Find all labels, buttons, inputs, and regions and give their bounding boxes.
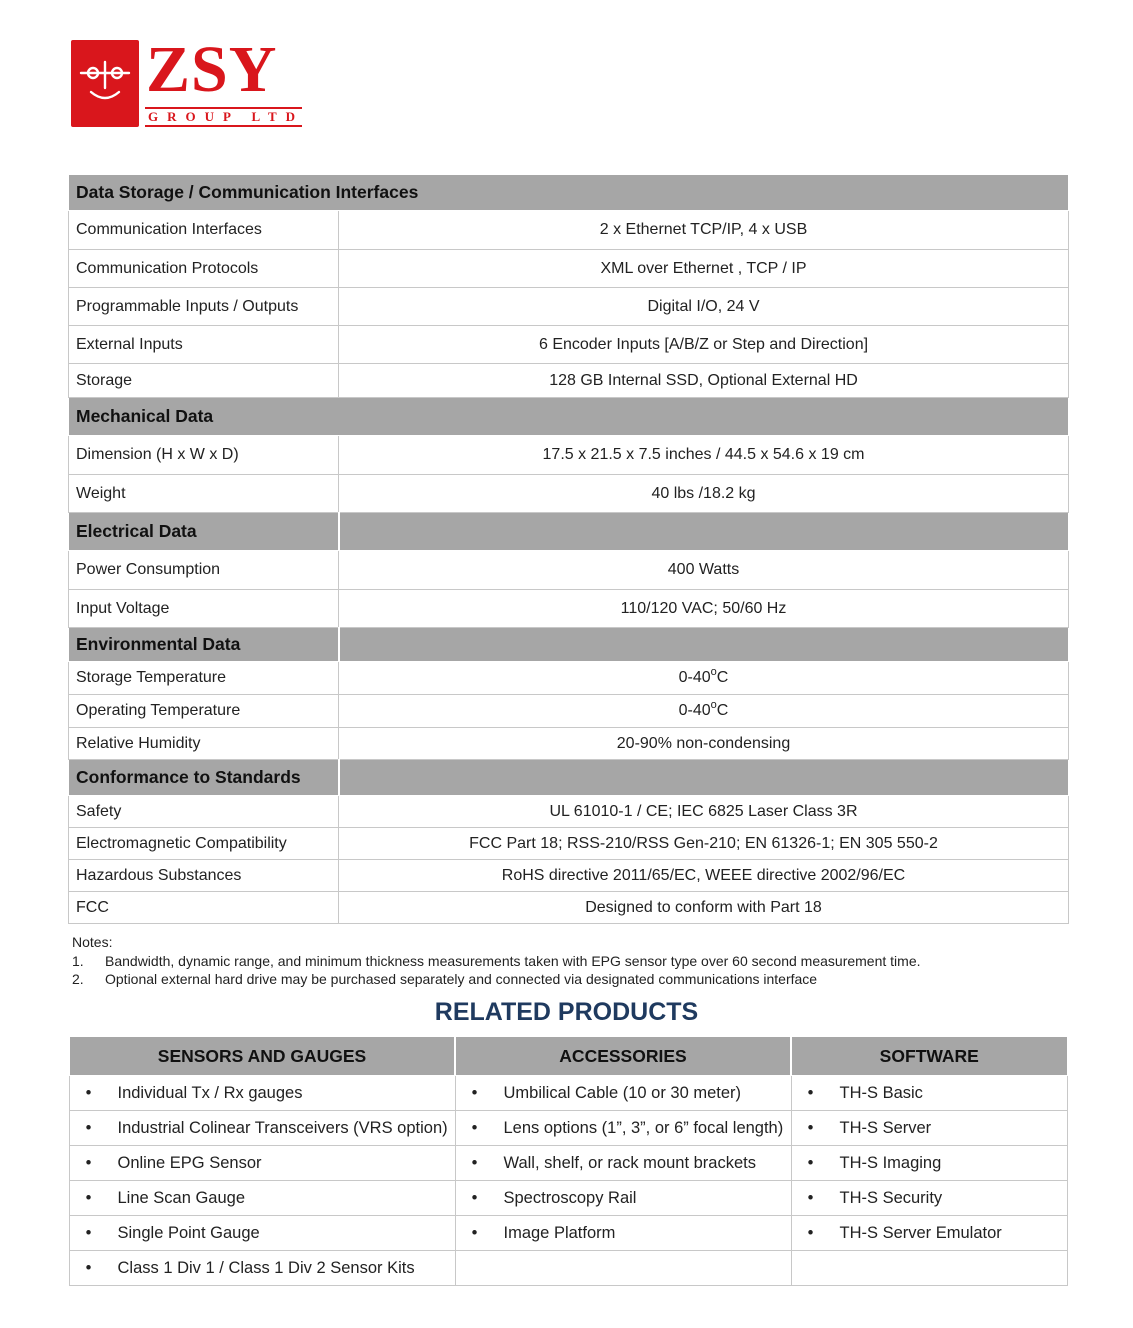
table-row	[69, 436, 1069, 475]
note-item	[72, 952, 921, 971]
spec-value: XML over Ethernet , TCP / IP	[339, 250, 1069, 288]
spec-value: 20-90% non-condensing	[339, 728, 1069, 760]
spec-label: Operating Temperature	[69, 695, 339, 728]
note-number: 2.	[72, 971, 84, 987]
logo-wordmark: ZSY	[146, 33, 278, 106]
spec-value: 6 Encoder Inputs [A/B/Z or Step and Direction]	[339, 326, 1069, 364]
spec-value: 40 lbs /18.2 kg	[339, 475, 1069, 513]
table-row	[69, 1181, 1067, 1216]
empty-cell	[455, 1251, 791, 1286]
spec-value: 0-40$^o$C	[339, 662, 1069, 695]
table-row	[69, 551, 1069, 590]
product-item: • TH-S Server	[791, 1111, 1067, 1146]
section-header-row	[69, 628, 1069, 662]
product-item: • TH-S Imaging	[791, 1146, 1067, 1181]
table-row	[69, 828, 1069, 860]
section-header-blank	[339, 513, 1069, 551]
spec-value: RoHS directive 2011/65/EC, WEEE directive 2002/96/EC	[339, 860, 1069, 892]
table-row	[69, 662, 1069, 695]
note-item	[72, 970, 921, 989]
table-row	[69, 728, 1069, 760]
section-title: Conformance to Standards	[69, 760, 339, 796]
spec-value: Designed to conform with Part 18	[339, 892, 1069, 924]
product-item: • Wall, shelf, or rack mount brackets	[455, 1146, 791, 1181]
column-header-accessories: ACCESSORIES	[455, 1037, 791, 1076]
table-row	[69, 288, 1069, 326]
spec-label: Power Consumption	[69, 551, 339, 590]
section-title: Electrical Data	[69, 513, 339, 551]
logo-emblem	[71, 40, 139, 127]
spec-label: Programmable Inputs / Outputs	[69, 288, 339, 326]
section-title: Environmental Data	[69, 628, 339, 662]
section-header-row	[69, 760, 1069, 796]
section-header-blank	[339, 628, 1069, 662]
product-item: • Image Platform	[455, 1216, 791, 1251]
product-item: • Umbilical Cable (10 or 30 meter)	[455, 1076, 791, 1111]
table-row	[69, 590, 1069, 628]
spec-label: FCC	[69, 892, 339, 924]
spec-label: Communication Protocols	[69, 250, 339, 288]
section-header-row	[69, 175, 1069, 211]
product-item: • Industrial Colinear Transceivers (VRS option)	[69, 1111, 455, 1146]
related-products-table	[68, 1036, 1068, 1286]
column-header-software: SOFTWARE	[791, 1037, 1067, 1076]
spec-value: 2 x Ethernet TCP/IP, 4 x USB	[339, 211, 1069, 250]
section-header-row	[69, 398, 1069, 436]
section-header-blank	[339, 760, 1069, 796]
related-header-row	[69, 1037, 1067, 1076]
spec-value: 400 Watts	[339, 551, 1069, 590]
spec-label: Dimension (H x W x D)	[69, 436, 339, 475]
note-text: Bandwidth, dynamic range, and minimum thickness measurements taken with EPG sensor type over 60 second measurement time.	[105, 952, 921, 969]
table-row	[69, 1111, 1067, 1146]
table-row	[69, 364, 1069, 398]
table-row	[69, 1076, 1067, 1111]
spec-value: 0-40$^o$C	[339, 695, 1069, 728]
spec-label: External Inputs	[69, 326, 339, 364]
spec-label: Communication Interfaces	[69, 211, 339, 250]
table-row	[69, 892, 1069, 924]
section-title: Data Storage / Communication Interfaces	[69, 175, 1069, 211]
product-item: • Lens options (1”, 3”, or 6” focal length)	[455, 1111, 791, 1146]
spec-value: UL 61010-1 / CE; IEC 6825 Laser Class 3R	[339, 796, 1069, 828]
note-text: Optional external hard drive may be purchased separately and connected via designated communications interface	[105, 971, 818, 987]
table-row	[69, 1146, 1067, 1181]
product-item: • Class 1 Div 1 / Class 1 Div 2 Sensor Kits	[69, 1251, 455, 1286]
product-item: • Spectroscopy Rail	[455, 1181, 791, 1216]
section-title: Mechanical Data	[69, 398, 1069, 436]
product-item: • Online EPG Sensor	[69, 1146, 455, 1181]
spec-label: Storage Temperature	[69, 662, 339, 695]
spec-label: Safety	[69, 796, 339, 828]
spec-value: 17.5 x 21.5 x 7.5 inches / 44.5 x 54.6 x 19 cm	[339, 436, 1069, 475]
table-row	[69, 475, 1069, 513]
table-row	[69, 250, 1069, 288]
company-logo	[71, 33, 305, 128]
column-header-sensors: SENSORS AND GAUGES	[69, 1037, 455, 1076]
spec-label: Hazardous Substances	[69, 860, 339, 892]
note-number: 1.	[72, 952, 84, 969]
logo-rule	[145, 125, 302, 127]
notes-heading: Notes:	[72, 934, 113, 950]
specifications-table	[68, 174, 1069, 924]
spec-label: Electromagnetic Compatibility	[69, 828, 339, 860]
table-row	[69, 326, 1069, 364]
spec-label: Input Voltage	[69, 590, 339, 628]
table-row	[69, 796, 1069, 828]
table-row	[69, 860, 1069, 892]
product-item: • Single Point Gauge	[69, 1216, 455, 1251]
spec-label: Relative Humidity	[69, 728, 339, 760]
logo-subtitle: GROUP LTD	[148, 109, 305, 124]
spec-label: Storage	[69, 364, 339, 398]
table-row	[69, 695, 1069, 728]
table-row	[69, 1216, 1067, 1251]
spec-value: 110/120 VAC; 50/60 Hz	[339, 590, 1069, 628]
product-item: • TH-S Server Emulator	[791, 1216, 1067, 1251]
table-row	[69, 1251, 1067, 1286]
notes	[72, 933, 921, 989]
spec-value: FCC Part 18; RSS-210/RSS Gen-210; EN 61326-1; EN 305 550-2	[339, 828, 1069, 860]
related-products-heading: RELATED PRODUCTS	[434, 998, 699, 1026]
spec-label: Weight	[69, 475, 339, 513]
product-item: • TH-S Basic	[791, 1076, 1067, 1111]
spec-value: 128 GB Internal SSD, Optional External HD	[339, 364, 1069, 398]
section-header-row	[69, 513, 1069, 551]
spec-value: Digital I/O, 24 V	[339, 288, 1069, 326]
product-item: • Individual Tx / Rx gauges	[69, 1076, 455, 1111]
table-row	[69, 211, 1069, 250]
product-item: • Line Scan Gauge	[69, 1181, 455, 1216]
product-item: • TH-S Security	[791, 1181, 1067, 1216]
empty-cell	[791, 1251, 1067, 1286]
